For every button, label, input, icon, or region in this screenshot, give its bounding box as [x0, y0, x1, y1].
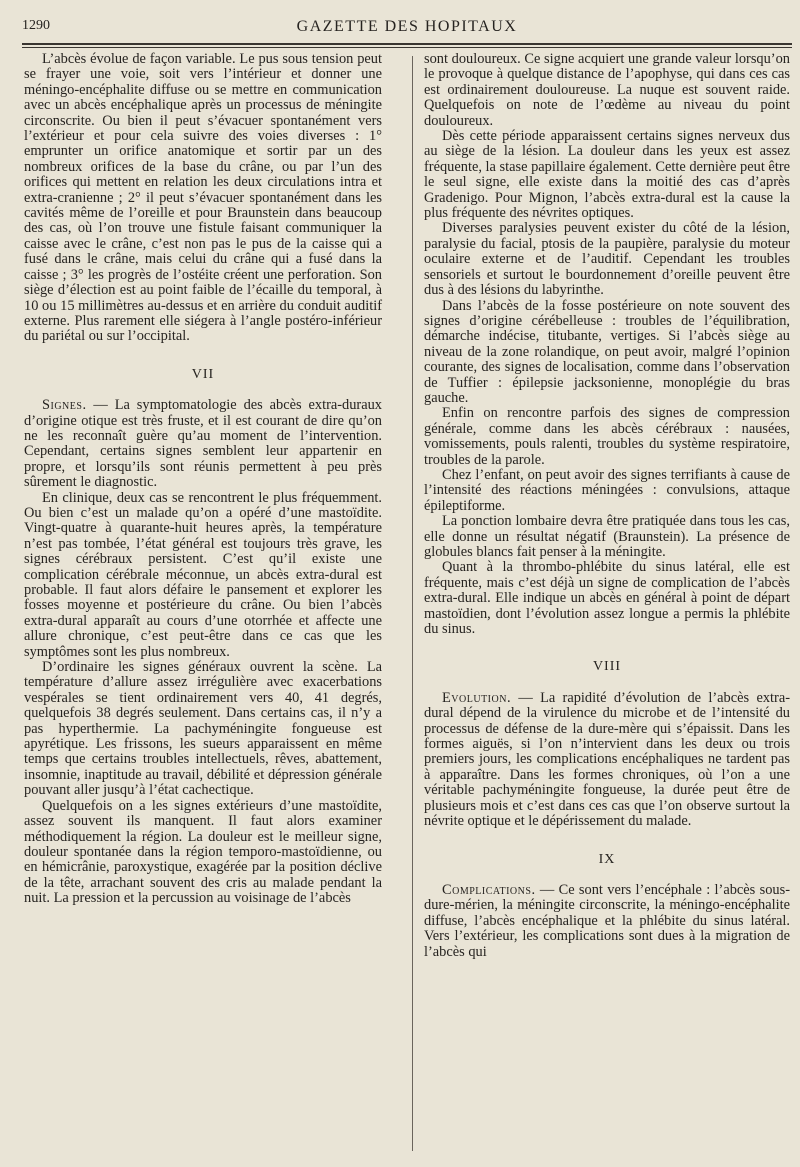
page-number: 1290: [22, 18, 50, 33]
signes-text: — La symptomatologie des abcès extra-duraux d’origine otique est très fruste, et il est courant de dire qu’on ne les reconnaît guère qu’au moment de l’intervention. Cependant, certains signes semblent leur appartenir en propre, et lorsqu’ils sont réunis permettent à peu près sûrement le diagnostic.: [24, 397, 382, 491]
paragraph: Enfin on rencontre parfois des signes de compression générale, comme dans les abcès cérébraux : nausées, vomissements, pouls ralenti, troubles du système respiratoire, troubles de la parole.: [424, 405, 790, 468]
paragraph-signes: [24, 398, 382, 490]
paragraph: Quant à la thrombo-phlébite du sinus latéral, elle est fréquente, mais c’est déjà un signe de complication de l’abcès extra-dural. Elle indique un abcès en général à point de départ mastoïdien, dont l’évolution assez longue a permis la phlébite du sinus.: [424, 559, 790, 638]
paragraph-complications: [424, 883, 790, 960]
section-number-viii: VIII: [592, 659, 622, 675]
header-rule-thick: [22, 43, 792, 45]
paragraph: Dès cette période apparaissent certains signes nerveux dus au siège de la lésion. La douleur dans les yeux est assez fréquente, la stase papillaire également. Cette dernière peut être le seul signe, elle existe dans la moitié des cas d’après Gradenigo. Pour Mignon, l’abcès extra-dural est la cause la plus fréquente des névrites optiques.: [424, 128, 790, 222]
paragraph: En clinique, deux cas se rencontrent le plus fréquemment. Ou bien c’est un malade qu’on a opéré d’une mastoïdite. Vingt-quatre à quarante-huit heures après, la température n’est pas tombée, l’état général est toujours très grave, les signes cérébraux persistent. C’est qu’il existe une complication cérébrale méconnue, un abcès extra-dural est probable. Il faut alors défaire le pansement et explorer les fosses moyenne et postérieure du crâne. Ou bien l’abcès extra-dural apparaît au cours d’une otorrhée et affecte une allure chronique, c’est peut-être dans ce cas que les symptômes sont les plus nombreux.: [24, 489, 382, 660]
paragraph: La ponction lombaire devra être pratiquée dans tous les cas, elle donne un résultat négatif (Braunstein). La présence de globules blancs fait penser à la méningite.: [424, 513, 790, 560]
paragraph-continued: sont douloureux. Ce signe acquiert une grande valeur lorsqu’on le provoque à quelque distance de l’apophyse, qui dans ces cas est ordinairement douloureuse. La nuque est souvent raide. Quelquefois on note de l’œdème au niveau du point douloureux.: [424, 51, 790, 129]
header-rule-thin: [22, 47, 792, 48]
section-lead-complications: Complications.: [442, 881, 536, 898]
left-column: [24, 52, 382, 907]
paragraph: Quelquefois on a les signes extérieurs d’une mastoïdite, assez souvent ils manquent. Il faut alors examiner méthodiquement la région. La douleur est le meilleur signe, douleur spontanée dans la région temporo-mastoïdienne, ou en hémicrânie, paroxystique, exagérée par la position déclive de la tête, arrachant souvent des cris au malade pendant la nuit. La pression et la percussion au voisinage de l’abcès: [24, 797, 382, 907]
section-number-ix: IX: [598, 851, 616, 867]
column-divider: [412, 56, 413, 1151]
journal-title: GAZETTE DES HOPITAUX: [296, 18, 518, 35]
section-number-vii: VII: [191, 366, 215, 382]
paragraph-evolution: [424, 691, 790, 830]
paragraph: Dans l’abcès de la fosse postérieure on note souvent des signes d’origine cérébelleuse : troubles de l’équilibration, démarche indécise, titubante, vertiges. Si l’abcès siège au niveau de la zone rolandique, on peut avoir, malgré l’opinion courante, des signes de localisation, comme dans l’observation de Tuffier : épilepsie jacksonienne, monoplégie du bras gauche.: [424, 297, 790, 406]
section-lead-signes: Signes.: [42, 397, 87, 414]
right-column: [424, 52, 790, 960]
complications-text: — Ce sont vers l’encéphale : l’abcès sous-dure-mérien, la méningite circonscrite, la méningo-encéphalite diffuse, l’abcès encéphalique et la phlébite du sinus latéral. Vers l’extérieur, les complications sont dues à la migration de l’abcès qui: [424, 881, 790, 960]
section-lead-evolution: Evolution.: [442, 689, 512, 706]
paragraph: D’ordinaire les signes généraux ouvrent la scène. La température d’allure assez irrégulière avec exacerbations vespérales se tient ordinairement vers 40, 41 degrés, quelquefois 38 degrés seulement. Dans certains cas, il n’y a pas hyperthermie. La pachyméningite fongueuse est apyrétique. Les frissons, les sueurs apparaissent en même temps que certains troubles intellectuels, rêves, abattement, insomnie, inaptitude au travail, débilité et dépression générale pouvant aller jusqu’à l’état cachectique.: [24, 659, 382, 799]
paragraph: L’abcès évolue de façon variable. Le pus sous tension peut se frayer une voie, soit vers l’intérieur et donner une méningo-encéphalite diffuse ou se mettre en communication avec un abcès encéphalique après un processus de méningite circonscrite. Ou bien il peut s’évacuer spontanément vers l’extérieur et pour cela suivre des voies diverses : 1° emprunter un orifice anatomique et sortir par un des nombreux orifices de la base du crâne, ou par l’un des orifices qui mettent en relation les deux circulations intra et extra-cranienne ; 2° il peut s’évacuer spontanément dans les cavités même de l’oreille et pour Braunstein dans beaucoup des cas, où l’on trouve une fistule faisant communiquer la caisse avec le crâne, c’est non pas le pus de la caisse qui a fusé dans le crâne, mais celui du crâne qui a fusé dans la caisse ; 3° les progrès de l’ostéite créent une perforation. Son siège d’élection est au point faible de l’écaille du temporal, à 10 ou 15 millimètres au-dessus et en arrière du conduit auditif externe. Plus rarement elle siégera à l’angle postéro-inférieur du pariétal ou sur l’occipital.: [24, 51, 382, 345]
paragraph: Chez l’enfant, on peut avoir des signes terrifiants à cause de l’intensité des réactions méningées : convulsions, attaque épileptiforme.: [424, 466, 790, 514]
evolution-text: — La rapidité d’évolution de l’abcès extra-dural dépend de la virulence du microbe et de l’intensité du processus de défense de la dure-mère qui s’épaissit. Dans les formes aiguës, si l’on n’intervient dans les deux ou trois premiers jours, les complications encéphaliques ne tardent pas à apparaître. Dans les formes chroniques, où l’on a une véritable pachyméningite fongueuse, la durée peut être de plusieurs mois et c’est dans ces cas que l’on observe surtout la névrite optique et le dépérissement du malade.: [424, 689, 790, 830]
paragraph: Diverses paralysies peuvent exister du côté de la lésion, paralysie du facial, ptosis de la paupière, paralysie du moteur oculaire externe et de l’auditif. Cependant les troubles sensoriels et surtout le bourdonnement d’oreille peuvent être dus à des lésions du labyrinthe.: [424, 220, 790, 299]
page-header: [22, 16, 792, 40]
